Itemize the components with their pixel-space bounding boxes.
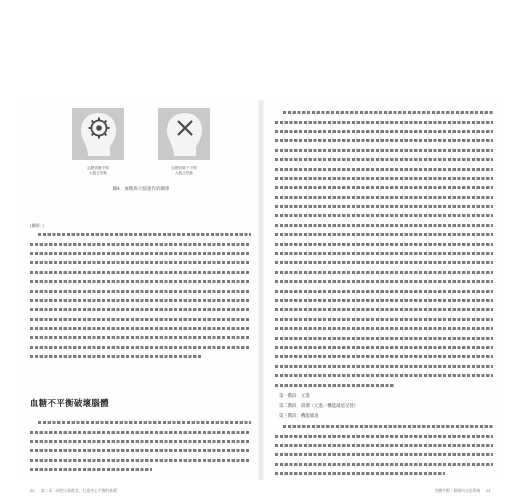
section-heading: 血糖不平衡破壞腦體 bbox=[30, 398, 109, 408]
left-body-paragraph-2 bbox=[30, 418, 251, 474]
right-body-paragraph-1 bbox=[275, 108, 493, 390]
left-running-footer: 第二章｜預想五穀飲食，打造身心平衡的基礎 bbox=[40, 488, 117, 493]
stage-3-item: 第三階段：機能減退 bbox=[279, 414, 319, 419]
right-page-number: 61 bbox=[486, 488, 491, 493]
right-running-footer: 身體平衡｜腦與內分泌系統 bbox=[434, 488, 481, 493]
photo-credit: (攝影：) bbox=[30, 223, 44, 228]
brain-figure bbox=[66, 108, 216, 208]
right-footer bbox=[435, 488, 491, 494]
left-body-paragraph-1 bbox=[30, 230, 251, 361]
figure-title: 圖4：血糖與大腦運作的關係 bbox=[112, 187, 170, 192]
left-footer bbox=[30, 488, 117, 494]
stage-1-item: 第一階段：元進 bbox=[279, 394, 310, 399]
left-page bbox=[22, 100, 257, 493]
head-gear-icon bbox=[72, 108, 124, 160]
right-head-caption: 血糖供應不平穩 大腦正常動 bbox=[171, 166, 197, 175]
stage-2-item: 第二階段：崩潰（元進／機能減退交替） bbox=[279, 404, 359, 409]
head-x-icon bbox=[158, 108, 210, 160]
left-page-number: 60 bbox=[30, 488, 35, 493]
right-page bbox=[267, 100, 499, 493]
book-gutter bbox=[258, 100, 264, 480]
left-head-caption: 血糖供應平穩 大腦正常動 bbox=[87, 166, 109, 175]
right-body-paragraph-2 bbox=[275, 422, 493, 478]
